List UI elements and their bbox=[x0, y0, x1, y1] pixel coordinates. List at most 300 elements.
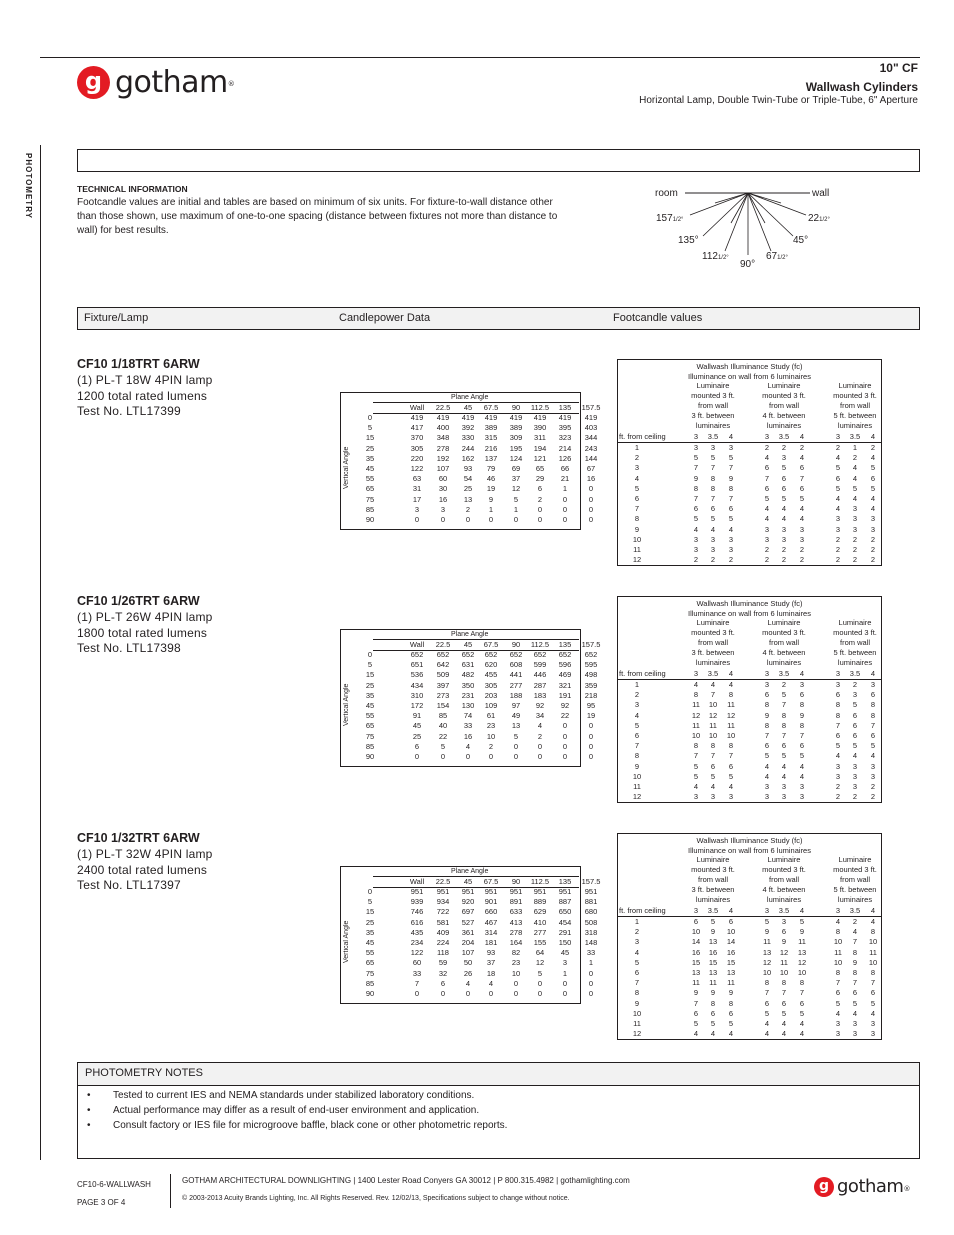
cp-col-header: 67.5 bbox=[483, 640, 499, 649]
fixture-detail: (1) PL-T 32W 4PIN lamp bbox=[77, 847, 213, 861]
fc-subhead: 3.5 bbox=[707, 669, 719, 678]
cp-cell: 154 bbox=[436, 701, 450, 710]
cp-cell: 90 bbox=[365, 989, 375, 998]
cp-cell: 23 bbox=[486, 721, 496, 731]
cp-cell: 2 bbox=[465, 504, 471, 514]
fc-cell: 7 bbox=[710, 751, 716, 761]
cp-cell: 0 bbox=[588, 968, 594, 978]
cp-cell: 214 bbox=[558, 443, 572, 453]
fc-cell: 6 bbox=[710, 504, 716, 514]
cp-col-header: 67.5 bbox=[483, 877, 499, 886]
cp-cell: 0 bbox=[488, 989, 494, 998]
fc-cell: 2 bbox=[852, 555, 858, 565]
fc-cell: 10 bbox=[691, 731, 701, 740]
cp-cell: 2 bbox=[488, 741, 494, 751]
cp-cell: 25 bbox=[365, 917, 375, 927]
cp-cell: 660 bbox=[484, 907, 498, 917]
fc-group-label: luminaires bbox=[766, 658, 802, 667]
fc-cell: 8 bbox=[852, 968, 858, 977]
fc-cell: 15 bbox=[708, 957, 718, 967]
cp-cell: 746 bbox=[410, 907, 424, 917]
logo-wordmark: gotham bbox=[115, 65, 228, 100]
cp-cell: 0 bbox=[537, 515, 543, 524]
cp-cell: 124 bbox=[509, 453, 523, 463]
fc-cell: 9 bbox=[693, 473, 699, 483]
cp-cell: 107 bbox=[461, 948, 475, 958]
fc-cell: 9 bbox=[710, 988, 716, 998]
fc-cell: 3 bbox=[852, 504, 858, 514]
fc-cell: 5 bbox=[693, 1019, 699, 1028]
cp-cell: 33 bbox=[412, 968, 422, 978]
fc-cell: 5 bbox=[728, 1019, 734, 1028]
cp-col-header: Wall bbox=[409, 877, 425, 886]
cp-cell: 55 bbox=[365, 948, 375, 958]
fc-cell: 12 bbox=[632, 1029, 642, 1039]
cp-cell: 25 bbox=[365, 680, 375, 690]
fc-cell: 5 bbox=[728, 514, 734, 524]
fc-cell: 5 bbox=[835, 483, 841, 493]
cp-cell: 330 bbox=[461, 433, 475, 443]
fc-cell: 5 bbox=[764, 1008, 770, 1018]
fc-cell: 10 bbox=[632, 1008, 642, 1018]
fc-cell: 7 bbox=[634, 978, 640, 988]
cp-cell: 629 bbox=[533, 907, 547, 917]
cp-cell: 410 bbox=[533, 917, 547, 927]
fc-subhead: 4 bbox=[870, 432, 876, 441]
cp-cell: 390 bbox=[533, 423, 547, 433]
cp-cell: 92 bbox=[535, 701, 545, 710]
fc-cell: 3 bbox=[634, 463, 640, 473]
cp-cell: 536 bbox=[410, 670, 424, 680]
cp-cell: 3 bbox=[440, 504, 446, 514]
fc-cell: 10 bbox=[632, 771, 642, 781]
cp-cell: 599 bbox=[533, 660, 547, 670]
fc-group-label: mounted 3 ft. bbox=[691, 628, 735, 637]
fc-cell: 3 bbox=[728, 545, 734, 554]
fc-cell: 4 bbox=[870, 751, 876, 761]
fc-subhead: 3.5 bbox=[849, 669, 861, 678]
fc-cell: 7 bbox=[728, 463, 734, 473]
label-67: 671/2° bbox=[766, 251, 788, 262]
cp-cell: 1 bbox=[562, 968, 568, 978]
fc-cell: 2 bbox=[634, 453, 640, 463]
fc-cell: 1 bbox=[634, 917, 640, 926]
fc-cell: 12 bbox=[632, 555, 642, 565]
fc-cell: 6 bbox=[852, 720, 858, 730]
cp-cell: 85 bbox=[365, 504, 375, 514]
cp-cell: 162 bbox=[461, 453, 475, 463]
fc-cell: 5 bbox=[710, 1019, 716, 1028]
fc-group-label: 4 ft. between bbox=[762, 411, 806, 420]
fc-cell: 5 bbox=[710, 514, 716, 524]
fc-cell: 8 bbox=[799, 978, 805, 988]
fc-cell: 4 bbox=[870, 504, 876, 514]
cp-col-header: 67.5 bbox=[483, 403, 499, 412]
cp-cell: 881 bbox=[584, 897, 598, 907]
fc-cell: 3 bbox=[870, 514, 876, 524]
fc-cell: 2 bbox=[693, 555, 699, 565]
fc-cell: 3 bbox=[852, 761, 858, 771]
cp-cell: 305 bbox=[410, 443, 424, 453]
fc-cell: 12 bbox=[762, 957, 772, 967]
cp-cell: 204 bbox=[461, 938, 475, 947]
fc-group-label: from wall bbox=[697, 875, 728, 884]
fc-cell: 7 bbox=[764, 473, 770, 483]
cp-cell: 652 bbox=[410, 650, 424, 659]
cp-cell: 65 bbox=[365, 721, 375, 731]
cp-cell: 652 bbox=[484, 650, 498, 659]
fc-cell: 8 bbox=[634, 514, 640, 524]
cp-cell: 164 bbox=[509, 938, 523, 947]
fixture-detail: (1) PL-T 18W 4PIN lamp bbox=[77, 373, 213, 387]
fc-cell: 3 bbox=[764, 524, 770, 534]
cp-cell: 0 bbox=[367, 887, 373, 896]
fc-cell: 4 bbox=[799, 504, 805, 514]
fc-cell: 2 bbox=[634, 927, 640, 937]
fc-cell: 9 bbox=[764, 927, 770, 937]
fc-cell: 5 bbox=[781, 1008, 787, 1018]
fc-cell: 3 bbox=[710, 792, 716, 802]
fc-cell: 5 bbox=[764, 917, 770, 926]
cp-cell: 109 bbox=[484, 701, 498, 710]
logo-mark: g bbox=[814, 1177, 834, 1197]
cp-cell: 107 bbox=[436, 464, 450, 473]
page-number: PAGE 3 OF 4 bbox=[77, 1198, 126, 1207]
fc-group-label: 4 ft. between bbox=[762, 648, 806, 657]
fc-cell: 9 bbox=[693, 988, 699, 998]
fc-cell: 2 bbox=[764, 443, 770, 452]
fc-cell: 6 bbox=[764, 741, 770, 751]
fc-subhead: 3.5 bbox=[778, 432, 790, 441]
fixture-name: CF10 1/18TRT 6ARW bbox=[77, 357, 200, 371]
fc-cell: 8 bbox=[710, 998, 716, 1008]
fc-cell: 8 bbox=[693, 741, 699, 751]
cp-cell: 4 bbox=[465, 978, 471, 988]
fc-cell: 9 bbox=[634, 761, 640, 771]
fc-cell: 2 bbox=[799, 443, 805, 452]
cp-cell: 315 bbox=[484, 433, 498, 443]
fc-title: Wallwash Illuminance Study (fc) bbox=[696, 836, 803, 845]
fc-cell: 4 bbox=[634, 710, 640, 720]
label-45: 45° bbox=[793, 235, 809, 246]
cp-col-header: 112.5 bbox=[530, 877, 550, 886]
fc-cell: 3 bbox=[870, 771, 876, 781]
fc-cell: 3 bbox=[764, 792, 770, 802]
fc-cell: 5 bbox=[835, 463, 841, 473]
cp-cell: 15 bbox=[365, 907, 375, 917]
cp-cell: 224 bbox=[436, 938, 450, 947]
fc-group-label: from wall bbox=[839, 401, 870, 410]
label-22: 221/2° bbox=[808, 213, 830, 224]
product-size: 10" CF bbox=[879, 61, 918, 75]
fc-cell: 6 bbox=[799, 741, 805, 751]
fc-cell: 7 bbox=[728, 751, 734, 761]
cp-cell: 581 bbox=[436, 917, 450, 927]
fc-cell: 8 bbox=[710, 483, 716, 493]
cp-col-header: 157.5 bbox=[581, 877, 601, 886]
fc-cell: 6 bbox=[799, 690, 805, 700]
fc-cell: 4 bbox=[728, 782, 734, 791]
cp-cell: 277 bbox=[533, 927, 547, 937]
cp-cell: 220 bbox=[410, 453, 424, 463]
cp-cell: 498 bbox=[584, 670, 598, 680]
cp-col-header: 135 bbox=[558, 877, 572, 886]
fc-group-label: 5 ft. between bbox=[833, 648, 877, 657]
fc-cell: 8 bbox=[634, 988, 640, 998]
fc-cell: 4 bbox=[710, 1029, 716, 1039]
side-label: PHOTOMETRY bbox=[24, 153, 33, 220]
cp-cell: 0 bbox=[562, 989, 568, 998]
cp-cell: 3 bbox=[562, 958, 568, 968]
fc-cell: 5 bbox=[835, 998, 841, 1008]
product-title: Wallwash Cylinders bbox=[805, 80, 918, 94]
cp-cell: 45 bbox=[412, 721, 422, 731]
fc-cell: 6 bbox=[781, 927, 787, 937]
fc-cell: 6 bbox=[781, 473, 787, 483]
fc-cell: 6 bbox=[764, 483, 770, 493]
cp-cell: 951 bbox=[533, 887, 547, 896]
cp-cell: 69 bbox=[511, 464, 521, 473]
cp-cell: 467 bbox=[484, 917, 498, 927]
cp-cell: 419 bbox=[558, 413, 572, 422]
fc-cell: 2 bbox=[835, 545, 841, 554]
fc-row-head: ft. from ceiling bbox=[619, 432, 666, 441]
cp-cell: 23 bbox=[511, 958, 521, 968]
cp-col-header: 45 bbox=[463, 640, 473, 649]
fc-cell: 4 bbox=[852, 927, 858, 937]
fc-group-label: luminaires bbox=[766, 421, 802, 430]
cp-cell: 0 bbox=[562, 504, 568, 514]
fc-cell: 9 bbox=[852, 957, 858, 967]
cp-cell: 22 bbox=[560, 711, 570, 721]
fc-cell: 6 bbox=[852, 710, 858, 720]
fc-cell: 3 bbox=[728, 443, 734, 452]
fc-cell: 3 bbox=[870, 680, 876, 689]
fc-cell: 4 bbox=[728, 524, 734, 534]
cp-cell: 55 bbox=[365, 474, 375, 484]
fc-cell: 4 bbox=[852, 1008, 858, 1018]
cp-cell: 920 bbox=[461, 897, 475, 907]
fc-cell: 7 bbox=[693, 463, 699, 473]
fc-cell: 6 bbox=[799, 483, 805, 493]
fc-cell: 5 bbox=[852, 998, 858, 1008]
fc-group-label: mounted 3 ft. bbox=[691, 865, 735, 874]
fc-cell: 2 bbox=[799, 555, 805, 565]
fc-cell: 3 bbox=[728, 534, 734, 544]
fc-cell: 5 bbox=[799, 917, 805, 926]
cp-cell: 951 bbox=[436, 887, 450, 896]
fc-cell: 2 bbox=[870, 555, 876, 565]
col-fixture: Fixture/Lamp bbox=[84, 312, 149, 324]
fc-cell: 4 bbox=[693, 680, 699, 689]
cp-cell: 419 bbox=[584, 413, 598, 422]
cp-cell: 5 bbox=[367, 660, 373, 670]
fc-cell: 3 bbox=[835, 524, 841, 534]
fc-cell: 8 bbox=[781, 710, 787, 720]
fc-cell: 3 bbox=[835, 1019, 841, 1028]
fc-cell: 4 bbox=[835, 453, 841, 463]
cp-cell: 0 bbox=[588, 752, 594, 761]
cp-cell: 37 bbox=[486, 958, 496, 968]
cp-cell: 887 bbox=[558, 897, 572, 907]
fc-cell: 3 bbox=[835, 771, 841, 781]
cp-cell: 21 bbox=[560, 474, 570, 484]
fc-cell: 8 bbox=[835, 700, 841, 710]
cp-cell: 419 bbox=[533, 413, 547, 422]
fc-cell: 5 bbox=[728, 771, 734, 781]
fc-cell: 3 bbox=[781, 792, 787, 802]
fc-subhead: 3 bbox=[764, 669, 770, 678]
fc-cell: 6 bbox=[835, 690, 841, 700]
cp-cell: 0 bbox=[588, 484, 594, 494]
fc-cell: 4 bbox=[764, 504, 770, 514]
fc-cell: 7 bbox=[634, 741, 640, 751]
cp-cell: 0 bbox=[440, 989, 446, 998]
fixture-name: CF10 1/26TRT 6ARW bbox=[77, 594, 200, 608]
fc-cell: 6 bbox=[852, 731, 858, 740]
fc-cell: 4 bbox=[693, 524, 699, 534]
cp-cell: 652 bbox=[533, 650, 547, 659]
cp-cell: 652 bbox=[558, 650, 572, 659]
fc-cell: 6 bbox=[781, 998, 787, 1008]
fc-cell: 3 bbox=[728, 792, 734, 802]
fc-cell: 8 bbox=[693, 690, 699, 700]
fc-cell: 11 bbox=[709, 978, 717, 988]
fc-group-label: luminaires bbox=[766, 895, 802, 904]
cp-cell: 652 bbox=[584, 650, 598, 659]
cp-cell: 0 bbox=[562, 515, 568, 524]
cp-cell: 30 bbox=[438, 484, 448, 494]
gotham-logo bbox=[77, 66, 234, 99]
fc-cell: 2 bbox=[870, 534, 876, 544]
fc-cell: 4 bbox=[781, 761, 787, 771]
fc-cell: 6 bbox=[799, 998, 805, 1008]
fc-cell: 3 bbox=[870, 524, 876, 534]
fc-subhead: 4 bbox=[728, 432, 734, 441]
cp-cell: 85 bbox=[365, 978, 375, 988]
fc-cell: 4 bbox=[728, 680, 734, 689]
cp-cell: 65 bbox=[535, 464, 545, 473]
fc-cell: 2 bbox=[764, 555, 770, 565]
cp-cell: 155 bbox=[533, 938, 547, 947]
cp-cell: 359 bbox=[584, 680, 598, 690]
fc-cell: 10 bbox=[726, 731, 736, 740]
fc-cell: 3 bbox=[710, 534, 716, 544]
cp-cell: 93 bbox=[463, 464, 473, 473]
fc-cell: 3 bbox=[799, 782, 805, 791]
fc-group-label: luminaires bbox=[695, 421, 731, 430]
cp-cell: 25 bbox=[412, 731, 422, 741]
cp-cell: 61 bbox=[486, 711, 496, 721]
cp-cell: 4 bbox=[537, 721, 543, 731]
fc-cell: 3 bbox=[852, 782, 858, 791]
cp-cell: 1 bbox=[562, 484, 568, 494]
cp-cell: 508 bbox=[584, 917, 598, 927]
fc-subtitle: Illuminance on wall from 6 luminaires bbox=[688, 372, 811, 381]
section-bar bbox=[77, 149, 920, 172]
fc-cell: 5 bbox=[835, 741, 841, 751]
footer-copyright: © 2003-2013 Acuity Brands Lighting, Inc. All Rights Reserved. Rev. 12/02/13, Specifications subject to change without notice. bbox=[182, 1195, 570, 1202]
fc-row-head: ft. from ceiling bbox=[619, 906, 666, 915]
fc-cell: 11 bbox=[633, 545, 641, 554]
fc-cell: 7 bbox=[710, 690, 716, 700]
cp-col-header: 22.5 bbox=[435, 877, 451, 886]
fc-cell: 8 bbox=[799, 720, 805, 730]
fc-cell: 5 bbox=[852, 741, 858, 751]
fc-cell: 5 bbox=[799, 751, 805, 761]
col-footcandle: Footcandle values bbox=[613, 312, 703, 324]
label-112: 1121/2° bbox=[702, 251, 729, 262]
fc-cell: 8 bbox=[710, 473, 716, 483]
fc-group-label: mounted 3 ft. bbox=[762, 865, 806, 874]
fc-subhead: 3 bbox=[693, 432, 699, 441]
footer-left bbox=[77, 1176, 151, 1212]
fc-subhead: 4 bbox=[728, 906, 734, 915]
fc-cell: 2 bbox=[852, 453, 858, 463]
cp-cell: 45 bbox=[365, 701, 375, 710]
fc-group-label: luminaires bbox=[695, 658, 731, 667]
fc-cell: 8 bbox=[870, 710, 876, 720]
cp-cell: 12 bbox=[535, 958, 545, 968]
fc-cell: 6 bbox=[634, 731, 640, 740]
fc-cell: 3 bbox=[693, 534, 699, 544]
cp-cell: 82 bbox=[511, 948, 521, 958]
fc-cell: 4 bbox=[835, 917, 841, 926]
fc-cell: 6 bbox=[764, 998, 770, 1008]
cp-cell: 455 bbox=[484, 670, 498, 680]
fc-cell: 2 bbox=[634, 690, 640, 700]
fc-cell: 6 bbox=[835, 988, 841, 998]
fc-cell: 2 bbox=[781, 545, 787, 554]
fc-cell: 11 bbox=[727, 700, 735, 710]
cp-cell: 5 bbox=[513, 731, 519, 741]
fc-cell: 16 bbox=[691, 947, 701, 957]
tech-text: Footcandle values are initial and tables are based on minimum of six units. For fixture-to-wall distance other than those shown, use maximum of one-to-one spacing (distance between fixtures not more than distance to wall) for best results. bbox=[77, 197, 558, 236]
fc-cell: 4 bbox=[870, 494, 876, 503]
cp-cell: 651 bbox=[410, 660, 424, 670]
cp-col-header: 22.5 bbox=[435, 640, 451, 649]
fc-cell: 8 bbox=[728, 690, 734, 700]
fc-group-label: 3 ft. between bbox=[691, 885, 735, 894]
fc-subhead: 4 bbox=[799, 432, 805, 441]
fc-subhead: 3.5 bbox=[849, 906, 861, 915]
fc-cell: 16 bbox=[708, 947, 718, 957]
fc-cell: 2 bbox=[728, 555, 734, 565]
cp-cell: 33 bbox=[463, 721, 473, 731]
fc-subhead: 3 bbox=[835, 669, 841, 678]
cp-cell: 652 bbox=[461, 650, 475, 659]
fc-cell: 10 bbox=[726, 927, 736, 937]
fc-cell: 4 bbox=[693, 782, 699, 791]
cp-cell: 1 bbox=[588, 958, 594, 968]
fc-cell: 2 bbox=[781, 443, 787, 452]
cp-cell: 527 bbox=[461, 917, 475, 927]
candlepower-table bbox=[340, 866, 601, 1004]
fc-cell: 8 bbox=[728, 483, 734, 493]
fc-cell: 4 bbox=[835, 504, 841, 514]
fc-cell: 4 bbox=[852, 473, 858, 483]
fc-cell: 2 bbox=[799, 545, 805, 554]
cp-cell: 37 bbox=[511, 474, 521, 484]
fc-group-label: Luminaire bbox=[838, 618, 872, 627]
fc-cell: 4 bbox=[799, 771, 805, 781]
cp-cell: 0 bbox=[588, 978, 594, 988]
cp-cell: 395 bbox=[558, 423, 572, 433]
cp-cell: 92 bbox=[560, 701, 570, 710]
cp-cell: 90 bbox=[365, 752, 375, 761]
fc-cell: 7 bbox=[835, 978, 841, 988]
fc-cell: 4 bbox=[634, 473, 640, 483]
